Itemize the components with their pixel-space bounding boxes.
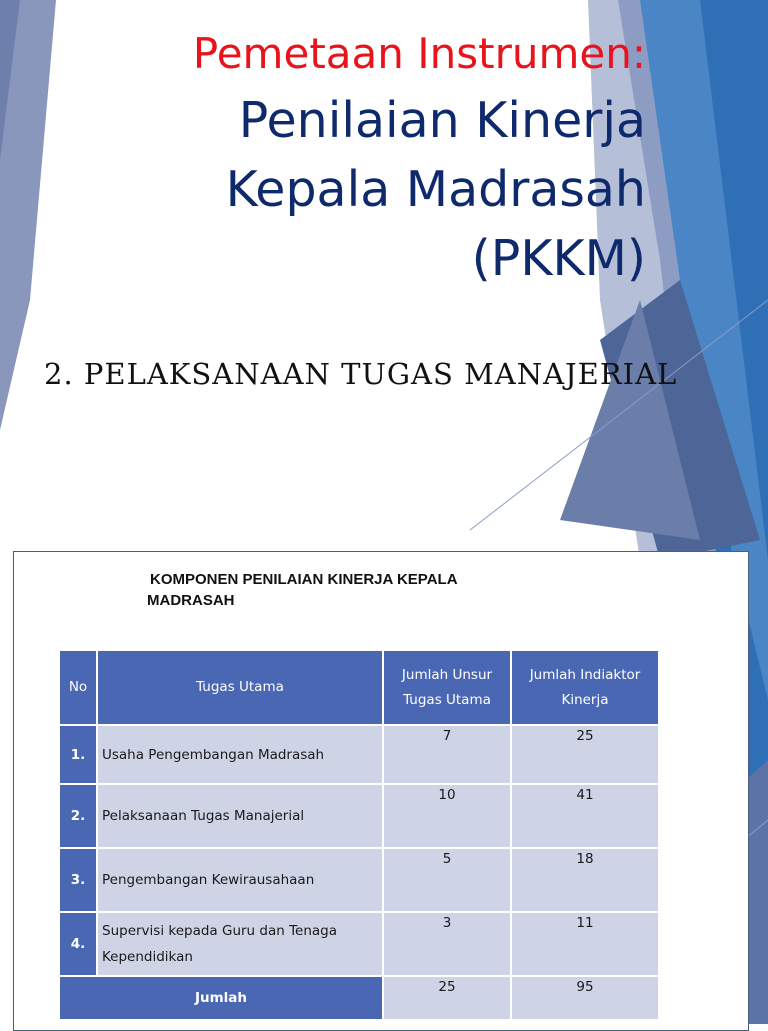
table-total-row	[59, 976, 659, 1020]
row-task: Pengembangan Kewirausahaan	[97, 848, 383, 912]
component-title	[147, 569, 567, 611]
header-no: No	[59, 650, 97, 725]
slide-subtitle: 2. PELAKSANAAN TUGAS MANAJERIAL	[44, 357, 678, 391]
row-number: 1.	[59, 725, 97, 784]
row-indicators: 18	[511, 848, 659, 912]
header-task: Tugas Utama	[97, 650, 383, 725]
row-task: Usaha Pengembangan Madrasah	[97, 725, 383, 784]
total-indicators: 95	[511, 976, 659, 1020]
header-indicators: Jumlah Indiaktor Kinerja	[511, 650, 659, 725]
row-elements: 10	[383, 784, 511, 848]
table-row	[59, 784, 659, 848]
row-indicators: 41	[511, 784, 659, 848]
row-number: 3.	[59, 848, 97, 912]
table-row	[59, 848, 659, 912]
slide-title	[226, 86, 646, 293]
row-indicators: 25	[511, 725, 659, 784]
total-label: Jumlah	[59, 976, 383, 1020]
component-panel	[13, 551, 749, 1031]
row-task: Supervisi kepada Guru dan Tenaga Kependidikan	[97, 912, 383, 976]
slide-title-line: Penilaian Kinerja	[238, 92, 646, 149]
table-row	[59, 725, 659, 784]
row-elements: 3	[383, 912, 511, 976]
row-indicators: 11	[511, 912, 659, 976]
slide-title-line: Kepala Madrasah	[225, 161, 646, 218]
component-table	[58, 649, 660, 1021]
row-number: 2.	[59, 784, 97, 848]
component-title-line: MADRASAH	[147, 592, 235, 609]
slide-title-line: (PKKM)	[471, 230, 646, 287]
slide-kicker: Pemetaan Instrumen:	[192, 29, 646, 78]
row-number: 4.	[59, 912, 97, 976]
row-elements: 5	[383, 848, 511, 912]
table-row	[59, 912, 659, 976]
header-elements: Jumlah Unsur Tugas Utama	[383, 650, 511, 725]
row-elements: 7	[383, 725, 511, 784]
table-header-row	[59, 650, 659, 725]
total-elements: 25	[383, 976, 511, 1020]
component-title-line: KOMPONEN PENILAIAN KINERJA KEPALA	[150, 571, 458, 588]
row-task: Pelaksanaan Tugas Manajerial	[97, 784, 383, 848]
